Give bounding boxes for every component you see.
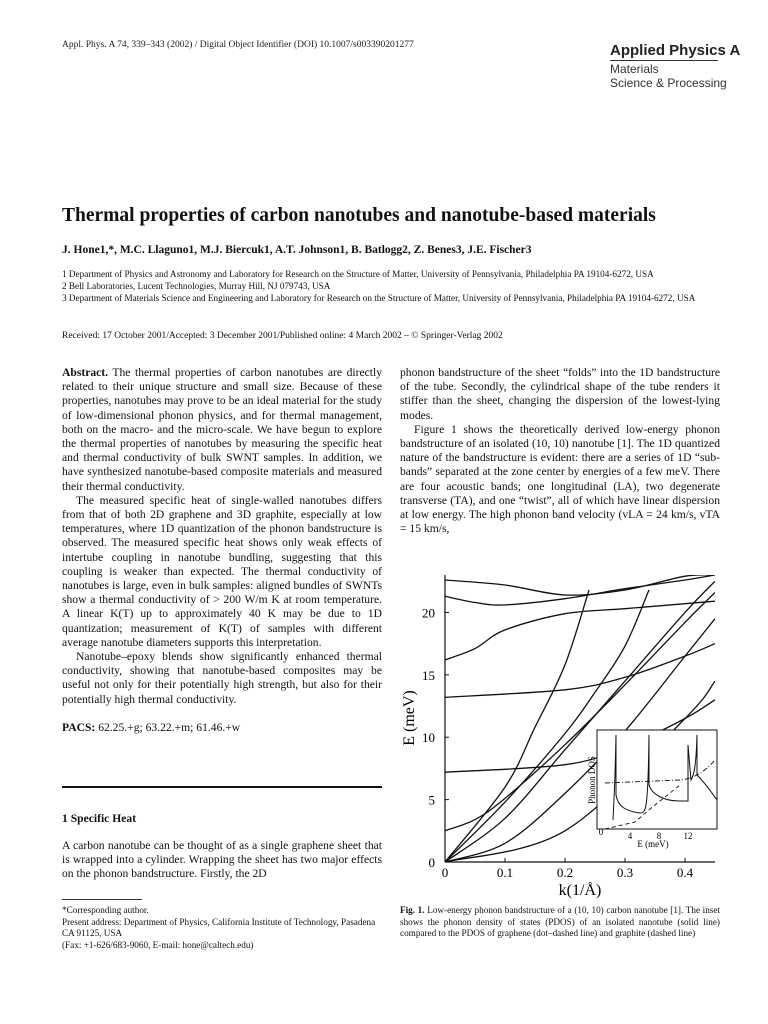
x-tick-label: 0.1 [496,865,514,880]
footnote-contact: (Fax: +1-626/683-9060, E-mail: hone@caltech.edu) [62,939,254,950]
section-paragraph: A carbon nanotube can be thought of as a single graphene sheet that is wrapped into a cylinder. Wrapping the sheet has two major effects on the phonon bandstructure. Firstly, the 2D [62,839,382,881]
right-column-text [400,366,720,536]
pacs-label: PACS: [62,720,96,734]
journal-subtitle-2: Science & Processing [610,76,727,90]
publication-dates: Received: 17 October 2001/Accepted: 3 December 2001/Published online: 4 March 2002 – © Springer-Verlag 2002 [62,331,503,341]
figure-caption [400,905,720,940]
footnotes [62,905,382,951]
phonon-band-line [445,601,715,660]
y-tick-label: 0 [428,855,435,870]
y-tick-label: 10 [422,730,435,746]
abstract-section [62,366,382,735]
body-paragraph-2: Figure 1 shows the theoretically derived low-energy phonon bandstructure of an isolated (10, 10) nanotube [1]. The 1D quantized nature of the bandstructure is evident: there are a series of 1D “sub-bands” separated at the zone center by energies of a few meV. There are four acoustic bands; one longitudinal (LA), two degenerate transverse (TA), and one “twist”, all of which have linear dispersion at low energy. The high phonon band velocity (vLA = 24 km/s, vTA = 15 km/s, [400,422,720,536]
phonon-band-line [445,590,589,862]
abstract-label: Abstract. [62,366,109,379]
inset-x-label: E (meV) [637,839,669,849]
inset-tick-label: 4 [627,831,633,841]
footnote-address: Present address: Department of Physics, California Institute of Technology, Pasadena CA 91125, USA [62,916,376,938]
affiliation-1: 1 Department of Physics and Astronomy and Laboratory for Research on the Structure of Matter, University of Pennsylvania, Philadelphia PA 19104-6272, USA [62,269,654,279]
journal-name: Applied Physics A [610,42,741,59]
footnote-corresponding: *Corresponding author. [62,905,149,915]
x-axis-label: k(1/Å) [558,882,602,899]
y-tick-label: 5 [428,792,435,808]
journal-subtitle-1: Materials [610,62,659,76]
y-axis-label: E (meV) [401,690,418,746]
y-tick-label: 15 [422,667,435,683]
author-list: J. Hone1,*, M.C. Llaguno1, M.J. Biercuk1, A.T. Johnson1, B. Batlogg2, Z. Benes3, J.E. Fischer3 [62,244,532,256]
x-tick-label: 0.3 [616,865,634,880]
y-tick-label: 20 [422,605,435,621]
phonon-band-line [445,575,715,605]
figure-1-chart [390,575,730,900]
abstract-paragraph-3: Nanotube–epoxy blends show significantly enhanced thermal conductivity, showing that nanotube-based composites may be useful not only for their potentially high strength, but also for their potentially high thermal conductivity. [62,650,382,706]
pacs-codes: 62.25.+g; 63.22.+m; 61.46.+w [98,720,241,734]
abstract-paragraph-1: The thermal properties of carbon nanotubes are directly related to their unique structure and small size. Because of these properties, nanotubes may prove to be an ideal material for the study of low-dimensional phonon physics, and for thermal management, both on the macro- and the micro-scale. We have begun to explore the thermal properties of nanotubes by measuring the specific heat and thermal conductivity of bulk SWNT samples. In addition, we have synthesized nanotube-based composite materials and measured their thermal conductivity. [62,366,382,493]
caption-text: Low-energy phonon bandstructure of a (10, 10) carbon nanotube [1]. The inset shows the phonon density of states (PDOS) of an isolated nanotube (solid line) compared to the PDOS of graphene (dot–dashed line) and graphite (dashed line) [400,905,720,938]
section-divider [62,786,382,788]
section-heading: 1 Specific Heat [62,812,137,825]
x-tick-label: 0 [441,865,449,880]
journal-divider [610,60,718,61]
phonon-band-line [445,575,715,595]
x-tick-label: 0.2 [556,865,574,880]
affiliation-2: 2 Bell Laboratories, Lucent Technologies, Murray Hill, NJ 079743, USA [62,281,331,291]
inset-y-label: Phonon DOS [587,756,597,804]
paper-title: Thermal properties of carbon nanotubes and nanotube-based materials [62,205,656,226]
inset-tick-label: 0 [598,827,604,837]
body-paragraph-1: phonon bandstructure of the sheet “folds” into the 1D bandstructure of the tube. Secondly, the cylindrical shape of the tube renders it stiffer than the sheet, changing the dispersion of the lowest-lying modes. [400,366,720,422]
footnote-divider [62,899,142,900]
pdos-inset [587,730,717,849]
inset-tick-label: 8 [656,831,662,841]
inset-tick-label: 12 [683,831,693,841]
x-tick-label: 0.4 [676,865,694,880]
abstract-paragraph-2: The measured specific heat of single-walled nanotubes differs from that of both 2D graphene and 3D graphite, especially at low temperatures, where 1D quantization of the phonon bandstructure is observed. The measured specific heat shows only weak effects of intertube coupling in nanotube bundling, suggesting that this coupling is weaker than expected. The thermal conductivity of nanotubes is large, even in bulk samples: aligned bundles of SWNTs show a thermal conductivity of > 200 W/m K at room temperature. A linear K(T) up to approximately 40 K may be due to 1D quantization; measurement of K(T) of samples with different average nanotube diameters supports this interpretation. [62,493,382,649]
caption-label: Fig. 1. [400,905,425,915]
journal-citation: Appl. Phys. A 74, 339–343 (2002) / Digital Object Identifier (DOI) 10.1007/s003390201277 [62,40,414,50]
affiliation-3: 3 Department of Materials Science and Engineering and Laboratory for Research on the Structure of Matter, University of Pennsylvania, Philadelphia PA 19104-6272, USA [62,293,696,303]
